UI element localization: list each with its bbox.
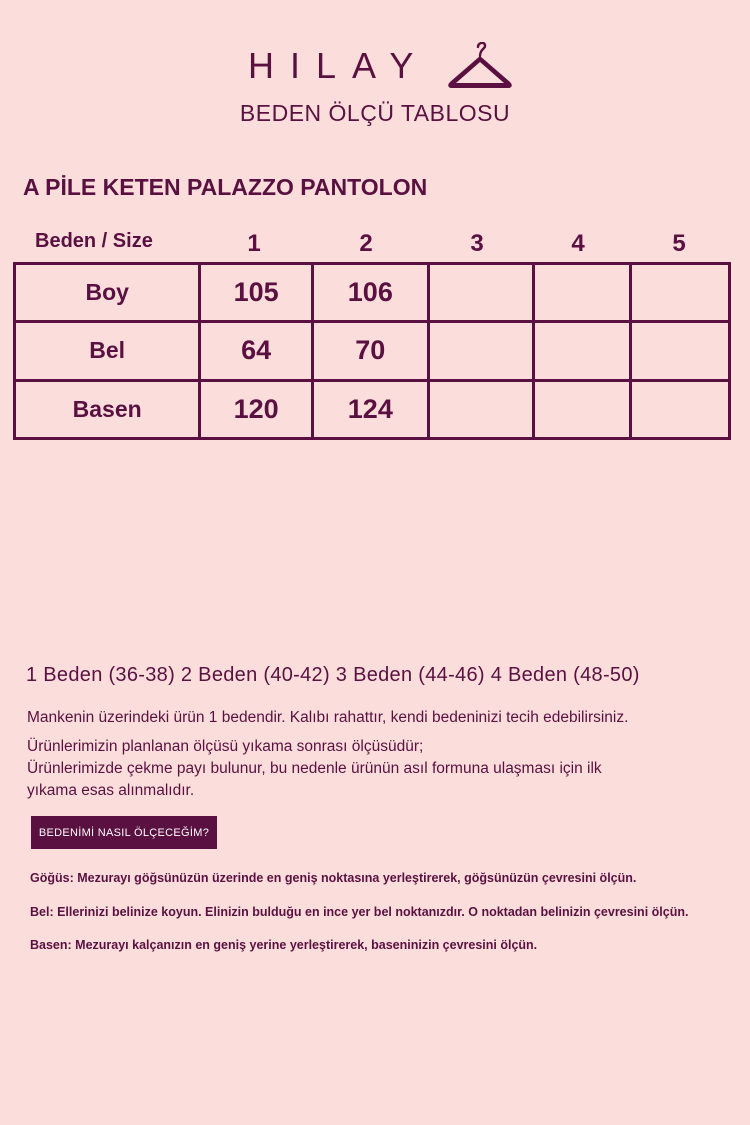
wash-note-2: Ürünlerimizde çekme payı bulunur, bu nedenle ürünün asıl formuna ulaşması için ilk xyxy=(27,760,602,777)
size-table xyxy=(13,262,731,440)
wash-note-1: Ürünlerimizin planlanan ölçüsü yıkama sonrası ölçüsüdür; xyxy=(27,738,424,755)
table-cell xyxy=(534,322,630,380)
table-cell xyxy=(630,322,729,380)
table-row xyxy=(15,380,730,438)
table-row xyxy=(15,264,730,322)
model-note: Mankenin üzerindeki ürün 1 bedendir. Kalıbı rahattır, kendi bedeninizi tecih edebilirsiniz. xyxy=(27,709,629,726)
table-cell xyxy=(428,380,533,438)
size-col-4: 4 xyxy=(571,230,585,257)
chest-instruction: Göğüs: Mezurayı göğsünüzün üzerinde en geniş noktasına yerleştirerek, göğsünüzün çevresini ölçün. xyxy=(30,871,637,885)
size-col-5: 5 xyxy=(672,230,686,257)
table-cell xyxy=(630,380,729,438)
table-cell: 64 xyxy=(200,322,313,380)
table-cell: 105 xyxy=(200,264,313,322)
table-cell: 70 xyxy=(313,322,429,380)
how-to-measure-button[interactable]: BEDENİMİ NASIL ÖLÇECEĞİM? xyxy=(31,816,217,849)
size-ranges: 1 Beden (36-38) 2 Beden (40-42) 3 Beden (44-46) 4 Beden (48-50) xyxy=(26,664,640,686)
table-cell xyxy=(534,264,630,322)
waist-instruction: Bel: Ellerinizi belinize koyun. Elinizin bulduğu en ince yer bel noktanızdır. O noktadan belinizin çevresini ölçün. xyxy=(30,905,689,919)
row-label-bel: Bel xyxy=(15,322,200,380)
table-row xyxy=(15,322,730,380)
table-cell xyxy=(428,322,533,380)
table-cell xyxy=(630,264,729,322)
size-col-3: 3 xyxy=(470,230,484,257)
table-cell xyxy=(428,264,533,322)
wash-note-3: yıkama esas alınmalıdır. xyxy=(27,782,195,799)
size-col-2: 2 xyxy=(359,230,373,257)
table-cell: 124 xyxy=(313,380,429,438)
product-title: A PİLE KETEN PALAZZO PANTOLON xyxy=(23,174,428,200)
size-col-1: 1 xyxy=(247,230,261,257)
brand-logo: HILAY xyxy=(248,45,430,86)
table-cell: 120 xyxy=(200,380,313,438)
table-cell: 106 xyxy=(313,264,429,322)
size-header-label: Beden / Size xyxy=(35,230,153,252)
row-label-boy: Boy xyxy=(15,264,200,322)
row-label-basen: Basen xyxy=(15,380,200,438)
table-cell xyxy=(534,380,630,438)
hip-instruction: Basen: Mezurayı kalçanızın en geniş yerine yerleştirerek, baseninizin çevresini ölçün. xyxy=(30,938,538,952)
hanger-icon xyxy=(444,42,516,90)
page-subtitle: BEDEN ÖLÇÜ TABLOSU xyxy=(239,100,511,126)
